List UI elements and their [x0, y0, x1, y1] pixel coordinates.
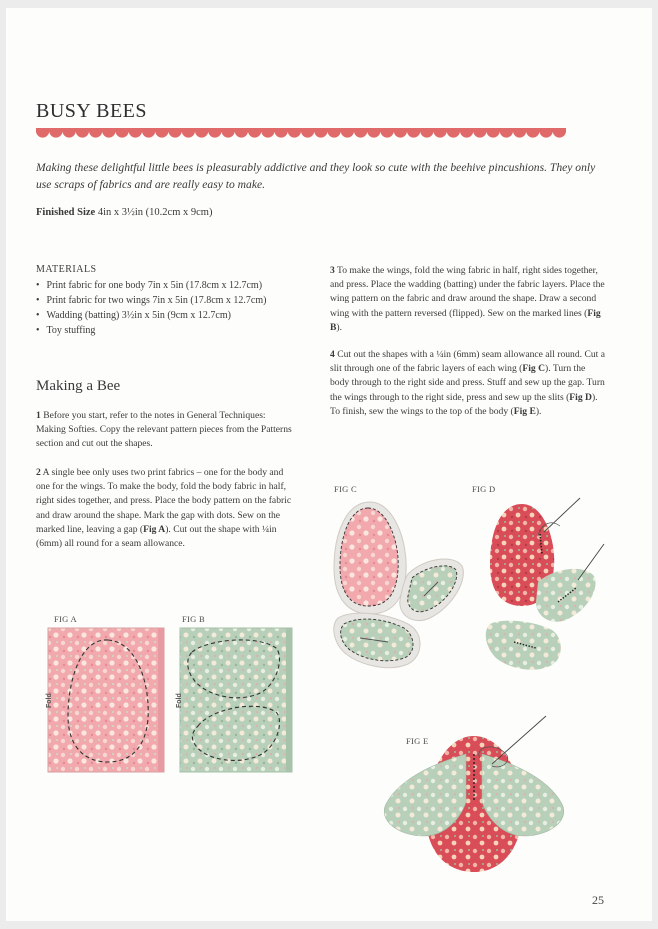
- finished-size: [36, 207, 212, 218]
- step-number: 3: [330, 265, 335, 276]
- fig-a-label: FIG A: [54, 614, 77, 624]
- step-text: Before you start, refer to the notes in General Techniques: Making Softies. Copy the relevant pattern pieces from the Patterns section and cut out the shapes.: [36, 410, 292, 450]
- scallop-shape: [248, 131, 261, 138]
- fig-e-label: FIG E: [406, 736, 429, 746]
- fig-c-illustration: [328, 496, 470, 676]
- scallop-shape: [328, 131, 341, 138]
- fig-a-illustration: [46, 626, 168, 776]
- scallop-shape: [420, 131, 433, 138]
- materials-item: • Wadding (batting) 3½in x 5in (9cm x 12.7cm): [36, 308, 266, 323]
- finished-size-value: 4in x 3½in (10.2cm x 9cm): [97, 207, 213, 218]
- fig-ref: Fig E: [513, 405, 536, 417]
- fig-ref: Fig C: [522, 363, 545, 375]
- scallop-shape: [195, 131, 208, 138]
- step-text: ). To finish, sew the wings to the top of the body (: [330, 391, 598, 417]
- step-text: Cut out the shapes with a ¼in (6mm) seam allowance all round. Cut a slit through one of the fabric layers of each wing (: [330, 349, 605, 375]
- scallop-shape: [407, 131, 420, 138]
- scallop-shape: [434, 131, 447, 138]
- page-number: 25: [592, 893, 604, 907]
- scallop-shape: [89, 131, 102, 138]
- step-text: To make the wings, fold the wing fabric in half, right sides together, and press. Place the wadding (batting) under the fabric layers. Place the wing pattern on the fabric and draw around the shape. Draw a second wing with the pattern reversed (flipped). Sew on the marked lines: [330, 265, 605, 319]
- step-text: ). Turn the body through to the right side and press. Stuff and sew up the gap. Turn the wings through to the right side, press and sew up the slits (: [330, 363, 605, 403]
- step-number: 2: [36, 467, 41, 478]
- fig-c-label: FIG C: [334, 484, 357, 494]
- scallop-shape: [487, 131, 500, 138]
- scallop-shape: [116, 131, 129, 138]
- step-2: 2 A single bee only uses two print fabrics – one for the body and one for the wings. To make the body, fold the body fabric in half, right sides together, and press. Place the body pattern on the fabric and draw around the shape. Mark the gap with dots. Sew on the marked line, leaving a gap (Fig A). Cut out the shape with ¼in (6mm) all round for a seam allowance.: [36, 467, 292, 550]
- scallop-border: [36, 128, 566, 142]
- intro-text: Making these delightful little bees is pleasurably addictive and they look so cute with the beehive pincushions. They only use scraps of fabrics and are really easy to make.: [36, 161, 596, 191]
- scallop-shape: [76, 131, 89, 138]
- scallop-shape: [381, 131, 394, 138]
- scallop-shape: [36, 131, 49, 138]
- step-3: 3 To make the wings, fold the wing fabric in half, right sides together, and press. Place the wadding (batting) under the fabric layers. Place the wing pattern on the fabric and draw around the shape. Draw a second wing with the pattern reversed (flipped). Sew on the marked lines (Fig B).: [330, 265, 605, 333]
- step-text: A single bee only uses two print fabrics – one for the body and one for the wings. To make the body, fold the body fabric in half, right sides together, and press. Place the body pattern on the fabric and draw around the shape. Mark the gap with dots. Sew on the marked line, leaving a gap: [36, 467, 292, 535]
- step-4: [330, 348, 606, 419]
- section-heading: Making a Bee: [36, 378, 121, 394]
- scallop-shape: [169, 131, 182, 138]
- scallop-shape: [367, 131, 380, 138]
- scallop-shape: [341, 131, 354, 138]
- scallop-shape: [275, 131, 288, 138]
- fig-d-illustration: [480, 492, 610, 682]
- step-text-tail: ).: [535, 405, 542, 417]
- step-number: 4: [330, 349, 335, 360]
- scallop-shape: [182, 131, 195, 138]
- finished-size-label: Finished Size: [36, 207, 96, 218]
- scallop-shape: [129, 131, 142, 138]
- scallop-shape: [288, 131, 301, 138]
- scallop-shape: [301, 131, 314, 138]
- fold-label: Fold: [176, 693, 183, 708]
- scallop-shape: [261, 131, 274, 138]
- fig-d-label: FIG D: [472, 484, 496, 494]
- scallop-shape: [447, 131, 460, 138]
- fig-b-illustration: [176, 626, 296, 776]
- scallop-shape: [222, 131, 235, 138]
- scallop-shape: [235, 131, 248, 138]
- scallop-shape: [473, 131, 486, 138]
- scallop-shape: [553, 131, 566, 138]
- scallop-shape: [102, 131, 115, 138]
- materials-list: [36, 278, 266, 338]
- scallop-shape: [500, 131, 513, 138]
- step-number: 1: [36, 410, 41, 421]
- scallop-shape: [155, 131, 168, 138]
- scallop-shape: [354, 131, 367, 138]
- step-text-tail: ).: [336, 321, 342, 333]
- materials-item: • Print fabric for two wings 7in x 5in (17.8cm x 12.7cm): [36, 293, 266, 308]
- materials-item: • Toy stuffing: [36, 323, 266, 338]
- scallop-shape: [526, 131, 539, 138]
- scallop-shape: [540, 131, 553, 138]
- fig-ref: Fig A: [143, 523, 166, 535]
- fig-ref: Fig D: [569, 391, 592, 403]
- scallop-shape: [208, 131, 221, 138]
- materials-item: • Print fabric for one body 7in x 5in (17.8cm x 12.7cm): [36, 278, 266, 293]
- scallop-shape: [142, 131, 155, 138]
- step-1: [36, 409, 292, 452]
- scallop-shape: [63, 131, 76, 138]
- page-title: BUSY BEES: [36, 100, 148, 122]
- scallop-shape: [49, 131, 62, 138]
- scallop-shape: [314, 131, 327, 138]
- step-text-tail: ). Cut out the shape with ¼in (6mm) all round for a seam allowance.: [36, 523, 277, 550]
- scallop-shape: [460, 131, 473, 138]
- fig-b-label: FIG B: [182, 614, 205, 624]
- scallop-shape: [513, 131, 526, 138]
- fig-ref: Fig B: [330, 307, 601, 333]
- fold-label: Fold: [46, 693, 53, 708]
- materials-heading: MATERIALS: [36, 264, 97, 275]
- scallop-shape: [394, 131, 407, 138]
- fig-e-illustration: [374, 708, 584, 878]
- page: [6, 8, 652, 921]
